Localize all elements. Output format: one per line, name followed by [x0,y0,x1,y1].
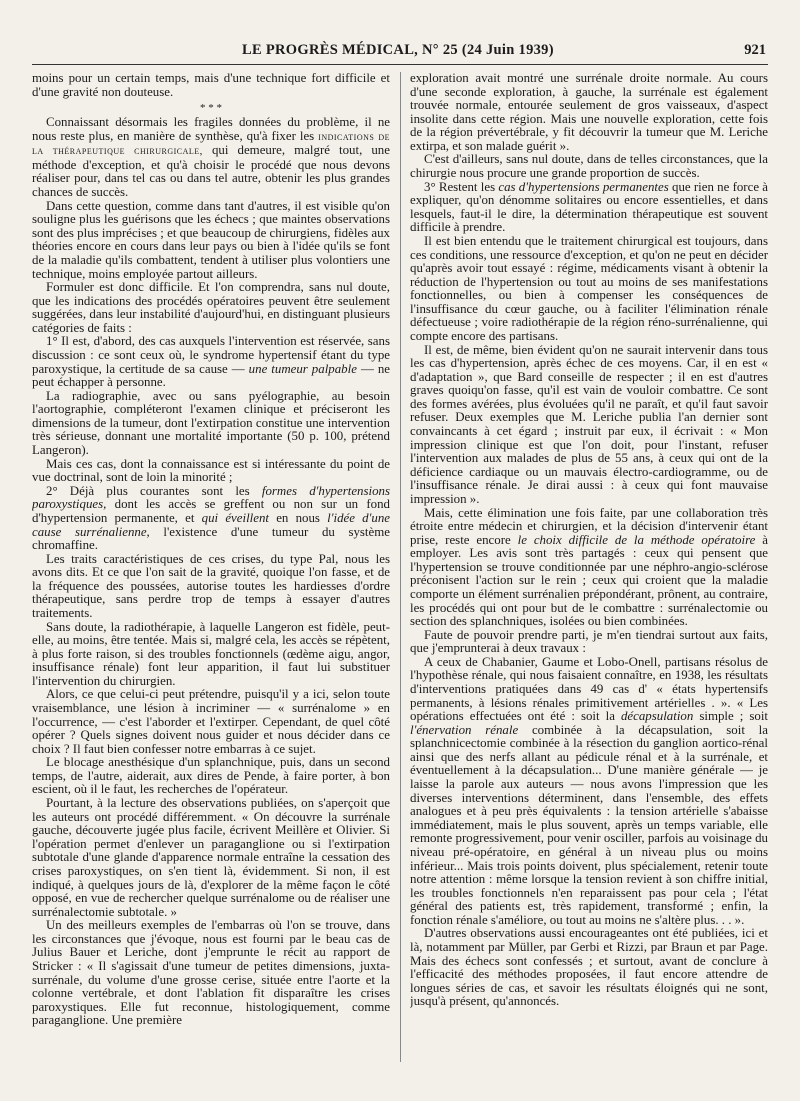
paragraph: Il est, de même, bien évident qu'on ne saurait intervenir dans tous les cas d'hypertension, après échec de ces moyens. Car, il en est « d'adaptation », que Bard conseille de respecter ; il en est d'autres graves quoiqu'on fasse, qu'il est vain de vouloir combattre. Ce sont des formes avérées, plus évoluées qu'il ne paraît, et qu'il faut savoir refuser. Deux exemples que M. Leriche publia l'an dernier sont convaincants à cet égard ; instruit par eux, il écrivait : « Mon impression clinique est que l'on doit, pour l'instant, refuser l'intervention aux malades de plus de 55 ans, à ceux qui ont de la déficience cardiaque ou un mauvais électro-cardiogramme, ou de l'insuffisance rénale. Je dirai aussi : à ceux qui font mauvaise impression ». [410,342,768,506]
paragraph: Le blocage anesthésique d'un splanchnique, puis, dans un second temps, de l'autre, aiderait, aux dires de Pende, à faire porter, à bon escient, où il le faut, les recherches de l'opérateur. [32,755,390,797]
right-column [410,72,768,1072]
column-divider [400,72,401,1062]
paragraph: Mais, cette élimination une fois faite, par une collaboration très étroite entre médecin et chirurgien, et la décision d'intervenir étant prise, reste encore le choix difficile de la méthode opératoire à employer. Les avis sont très partagés : ceux qui pensent que l'hypertension se trouve conditionnée par une néphro-angio-sclérose préconisent l'action sur le rein ; ceux qui croient que la maladie comporte un élément surrénalien prépondérant, prônent, au contraire, les procédés qui ont pour but de le combattre : surrénalectomie ou section des splanchniques, isolées ou bien combinées. [410,505,768,629]
page-number: 921 [744,42,766,58]
paragraph: Il est bien entendu que le traitement chirurgical est toujours, dans ces conditions, une ressource d'exception, et qu'on ne peut en décider qu'après avoir tout essayé : régime, médicaments visant à obtenir la réduction de l'hypertension ou tout au moins de ses manifestations fonctionnelles, ou bien à compenser les conséquences de l'insuffisance du cœur gauche, ou à faciliter l'élimination rénale défectueuse ; voire radiothérapie de la région réno-surrénalienne, qui compte encore des partisans. [410,233,768,343]
paragraph: Faute de pouvoir prendre parti, je m'en tiendrai surtout aux faits, que j'emprunterai à deux travaux : [410,627,768,656]
paragraph: La radiographie, avec ou sans pyélographie, au besoin l'aortographie, compléteront l'examen clinique et préciseront les dimensions de la tumeur, dont l'extirpation constitue une intervention très sérieuse, donnant une mortalité importante (50 p. 100, prétend Langeron). [32,388,390,458]
running-header [32,40,768,65]
left-column [32,72,390,1072]
paragraph: D'autres observations aussi encourageantes ont été publiées, ici et là, notamment par Müller, par Gerbi et Rizzi, par Braun et par Page. Mais des échecs sont confessés ; et surtout, avant de conclure à l'efficacité des méthodes proposées, il faut encore attendre de longues séries de cas, et savoir les résultats éloignés qui ne sont, jusqu'à présent, qu'annoncés. [410,926,768,1009]
paragraph: Sans doute, la radiothérapie, à laquelle Langeron est fidèle, peut-elle, au moins, être tentée. Mais si, malgré cela, les accès se répètent, à plus forte raison, si des troubles fonctionnels (œdème aigu, angor, insuffisance rénale) font leur apparition, il faut lui substituer l'intervention du chirurgien. [32,619,390,688]
paragraph: moins pour un certain temps, mais d'une technique fort difficile et d'une gravité non douteuse. [32,72,390,99]
section-separator: * * * [200,102,222,115]
paragraph: 3° Restent les cas d'hypertensions permanentes que rien ne force à expliquer, qu'on dénomme solitaires ou encore essentielles, et dans lesquels, faut-il le dire, la détermination thérapeutique est souvent difficile à prendre. [410,179,768,235]
paragraph: A ceux de Chabanier, Gaume et Lobo-Onell, partisans résolus de l'hypothèse rénale, qui nous faisaient connaître, en 1938, les résultats d'interventions pratiquées dans 49 cas d' « états hypertensifs permanents, à lésions rénales primitivement artérielles . ». « Les opérations effectuées ont été : soit la décapsulation simple ; soit l'énervation rénale combinée à la décapsulation, soit la splanchnicectomie combinée à la résection du ganglion aortico-rénal ainsi que des nerfs allant au pédicule rénal et à la surrénale, et éventuellement à la décapsulation... D'une manière générale — je laisse la parole aux auteurs — nous avons l'impression que les diverses interventions déterminent, dans l'ensemble, des effets analogues et à peu près équivalents : la tension artérielle s'abaisse immédiatement, mais le plus souvent, après un temps variable, elle remonte progressivement, pour venir osciller, parfois au voisinage du niveau pré-opératoire, en général à un niveau plus ou moins inférieur... Mais trois points doivent, plus spécialement, retenir toute notre attention : même lorsque la tension revient à son chiffre initial, les troubles fonctionnels n'en reparaissent pas pour cela ; l'état général des patients est, très rapidement, transformé ; enfin, la fonction rénale s'améliore, ou tout au moins ne s'altère plus. . . ». [410,654,768,927]
paragraph: exploration avait montré une surrénale droite normale. Au cours d'une seconde exploration, à gauche, la surrénale est également trouvée normale, entourée seulement de gros vaisseaux, d'aspect insolite dans cette région. Mais une nouvelle exploration, cette fois de la région prévertébrale, y fit découvrir la tumeur que M. Leriche extirpa, et son malade guérit ». [410,72,768,153]
paragraph: C'est d'ailleurs, sans nul doute, dans de telles circonstances, que la chirurgie nous procure une grande proportion de succès. [410,152,768,181]
paragraph: Formuler est donc difficile. Et l'on comprendra, sans nul doute, que les indications des procédés opératoires peuvent être seulement suggérées, dans leur instabilité d'aujourd'hui, en distinguant plusieurs catégories de faits : [32,280,390,335]
paragraph: Alors, ce que celui-ci peut prétendre, puisqu'il y a ici, selon toute vraisemblance, une lésion à incriminer — « surrénalome » en l'occurrence, — c'est l'aborder et l'extirper. Cependant, de quel côté opérer ? Quels signes doivent nous guider et nous décider dans ce choix ? Il faut bien confesser notre embarras à ce sujet. [32,687,390,756]
paragraph: Les traits caractéristiques de ces crises, du type Pal, nous les avons dits. Et ce que l'on sait de la gravité, quoique l'on fasse, et de la fréquence des poussées, autorise toutes les hardiesses d'ordre thérapeutique, sans perdre trop de temps à essayer d'autres traitements. [32,551,390,620]
paragraph: 1° Il est, d'abord, des cas auxquels l'intervention est réservée, sans discussion : ce sont ceux où, le syndrome hypertensif étant du type paroxystique, la certitude de sa cause — une tumeur palpable — ne peut échapper à personne. [32,334,390,390]
paragraph: Connaissant désormais les fragiles données du problème, il ne nous reste plus, en manière de synthèse, qu'à fixer les indications de la thérapeutique chirurgicale, qui demeure, malgré tout, une méthode d'exception, et qu'à choisir le procédé que nous devons réaliser pour, dans tel cas ou dans tel autre, obtenir les plus grandes chances de succès. [32,115,390,200]
paragraph: 2° Déjà plus courantes sont les formes d'hypertensions paroxystiques, dont les accès se greffent ou non sur un fond d'hypertension permanente, et qui éveillent en nous l'idée d'une cause surrénalienne, l'existence d'une tumeur du système chromaffine. [32,483,390,553]
paragraph: Pourtant, à la lecture des observations publiées, on s'aperçoit que les auteurs ont procédé différemment. « On découvre la surrénale gauche, découverte jugée plus facile, écrivent Meillère et Olivier. Si l'opération permet d'enlever un paraganglione ou si l'extirpation subtotale d'une glande d'apparence normale entraîne la cessation des crises paroxystiques, on s'en tient là, évidemment. Si non, il est indiqué, à quelques jours de là, d'explorer de la même façon le côté opposé, en vue de rechercher quelque surrénalome ou de réaliser une surrénalectomie subtotale. » [32,796,390,919]
paragraph: Mais ces cas, dont la connaissance est si intéressante du point de vue doctrinal, sont de loin la minorité ; [32,456,390,485]
paragraph: Dans cette question, comme dans tant d'autres, il est visible qu'on souligne plus les guérisons que les échecs ; que maintes observations sont des plus imprécises ; et que beaucoup de chirurgiens, fidèles aux théories encore en cours dans leur pays ou bien à l'idée qu'ils se font de la maladie qu'ils combattent, tendent à utiliser plus volontiers une technique, moins employée partout ailleurs. [32,198,390,281]
paragraph: Un des meilleurs exemples de l'embarras où l'on se trouve, dans les circonstances que j'évoque, nous est fourni par le beau cas de Julius Bauer et Leriche, dont j'emprunte le récit au rapport de Stricker : « Il s'agissait d'une tumeur de petites dimensions, juxta-surrénale, du volume d'une grosse cerise, située entre l'aorte et la colonne vertébrale, et dont l'ablation fit disparaître les crises paroxystiques. Elle fut reconnue, histologiquement, comme paraganglione. Une première [32,918,390,1028]
journal-title: LE PROGRÈS MÉDICAL, N° 25 (24 Juin 1939) [242,42,554,58]
